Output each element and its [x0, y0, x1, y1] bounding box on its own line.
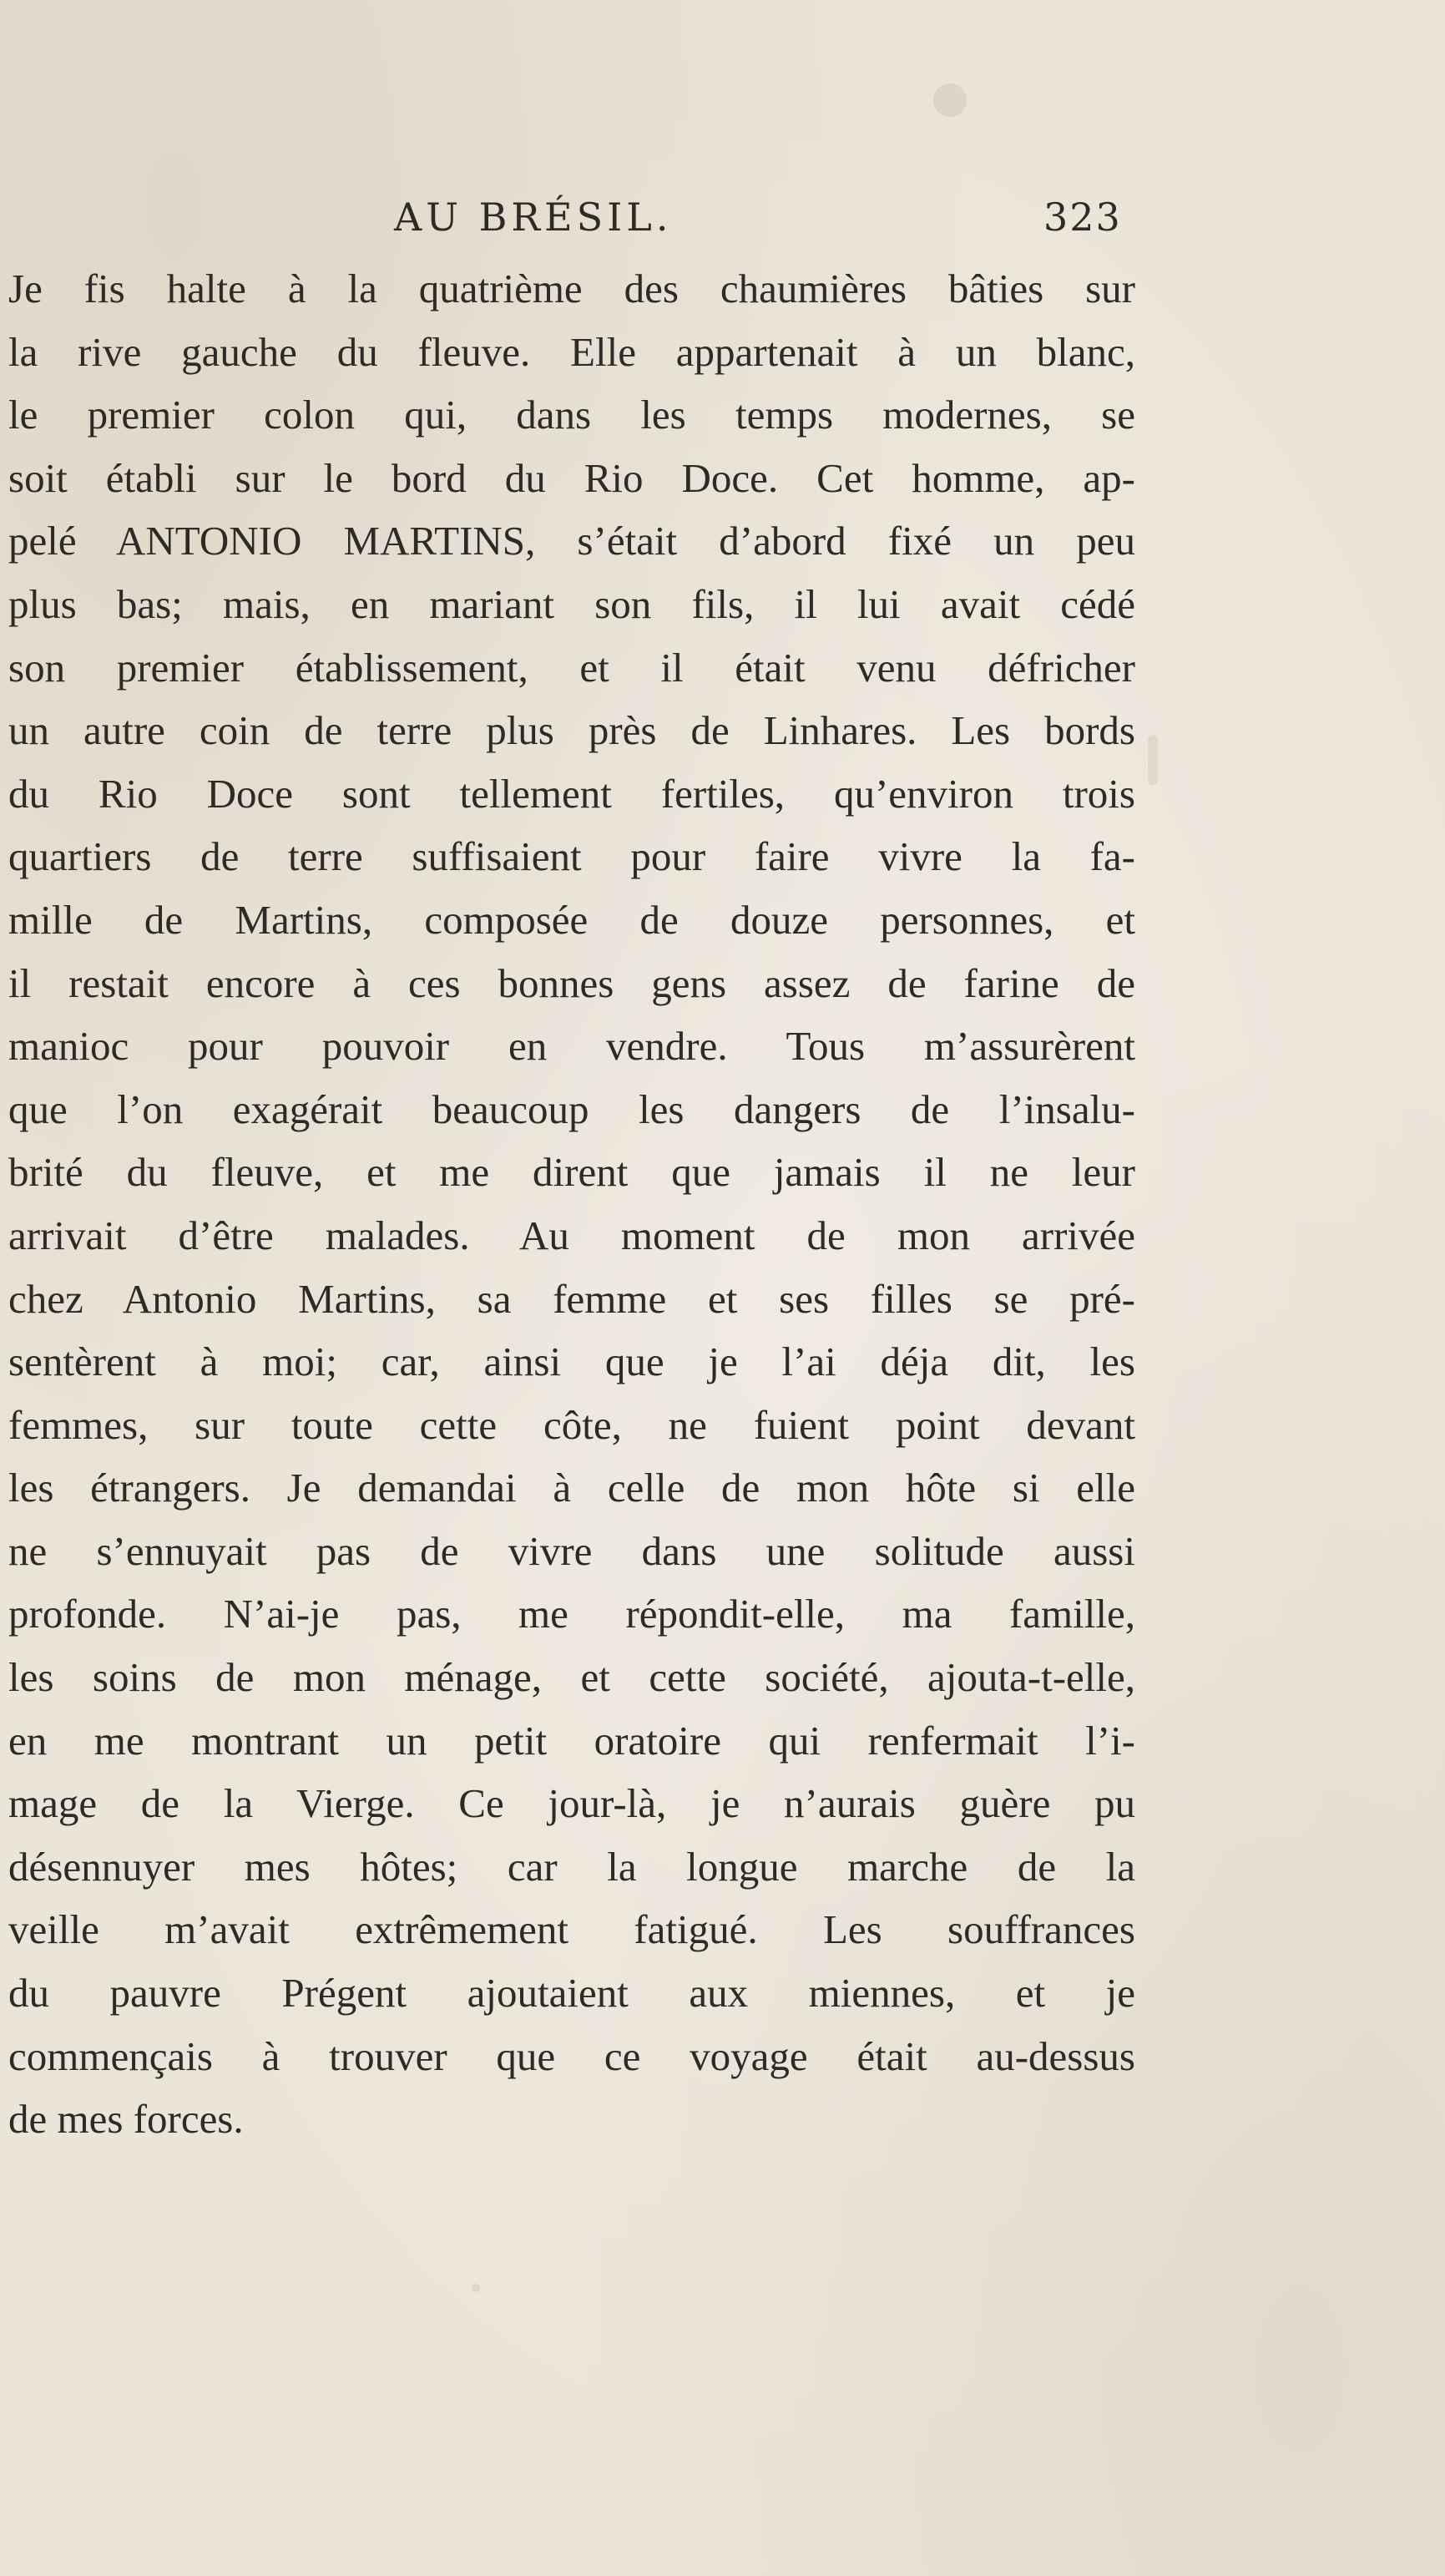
text-line: pelé ANTONIO MARTINS, s’était d’abord fixé un peu: [8, 518, 1135, 564]
text-line: en me montrant un petit oratoire qui renfermait l’i-: [8, 1717, 1135, 1764]
text-line: veille m’avait extrêmement fatigué. Les souffrances: [8, 1906, 1135, 1953]
text-line: les soins de mon ménage, et cette société, ajouta-t-elle,: [8, 1654, 1135, 1701]
text-line: plus bas; mais, en mariant son fils, il lui avait cédé: [8, 580, 1135, 627]
text-line: profonde. N’ai-je pas, me répondit-elle, ma famille,: [8, 1591, 1135, 1637]
text-line: manioc pour pouvoir en vendre. Tous m’assurèrent: [8, 1023, 1135, 1070]
text-line: son premier établissement, et il était venu défricher: [8, 644, 1135, 691]
text-line: soit établi sur le bord du Rio Doce. Cet homme, ap-: [8, 454, 1135, 501]
page-header: [0, 184, 1445, 251]
text-line: le premier colon qui, dans les temps modernes, se: [8, 392, 1135, 438]
text-line: les étrangers. Je demandai à celle de mon hôte si elle: [8, 1465, 1135, 1511]
text-line: chez Antonio Martins, sa femme et ses filles se pré-: [8, 1275, 1135, 1322]
text-line: commençais à trouver que ce voyage était au-dessus: [8, 2032, 1135, 2079]
text-line: Je fis halte à la quatrième des chaumières bâties sur: [8, 266, 1135, 311]
text-line: désennuyer mes hôtes; car la longue marche de la: [8, 1843, 1135, 1890]
text-line: du pauvre Prégent ajoutaient aux miennes, et je: [8, 1970, 1135, 2017]
text-line: du Rio Doce sont tellement fertiles, qu’environ trois: [8, 770, 1135, 817]
text-line: un autre coin de terre plus près de Linhares. Les bords: [8, 707, 1135, 754]
page-number: 323: [1043, 195, 1122, 240]
text-line: que l’on exagérait beaucoup les dangers de l’insalu-: [8, 1086, 1135, 1132]
text-line: mille de Martins, composée de douze personnes, et: [8, 896, 1135, 943]
text-line: il restait encore à ces bonnes gens assez de farine de: [8, 959, 1135, 1006]
paper-stain: [472, 2284, 480, 2292]
text-line: sentèrent à moi; car, ainsi que je l’ai déja dit, les: [8, 1339, 1135, 1385]
text-line: ne s’ennuyait pas de vivre dans une solitude aussi: [8, 1527, 1135, 1574]
text-line: femmes, sur toute cette côte, ne fuient point devant: [8, 1401, 1135, 1448]
text-line: de mes forces.: [8, 2096, 244, 2143]
paper-stain: [1148, 735, 1158, 785]
body-text: [8, 257, 1135, 2151]
text-line: mage de la Vierge. Ce jour-là, je n’aurais guère pu: [8, 1780, 1135, 1827]
text-line: la rive gauche du fleuve. Elle appartenait à un blanc,: [8, 328, 1135, 375]
text-line: arrivait d’être malades. Au moment de mon arrivée: [8, 1212, 1135, 1258]
text-line: brité du fleuve, et me dirent que jamais il ne leur: [8, 1149, 1135, 1196]
text-line: quartiers de terre suffisaient pour faire vivre la fa-: [8, 833, 1135, 880]
paper-stain: [933, 84, 967, 117]
running-head: AU BRÉSIL.: [394, 195, 673, 240]
